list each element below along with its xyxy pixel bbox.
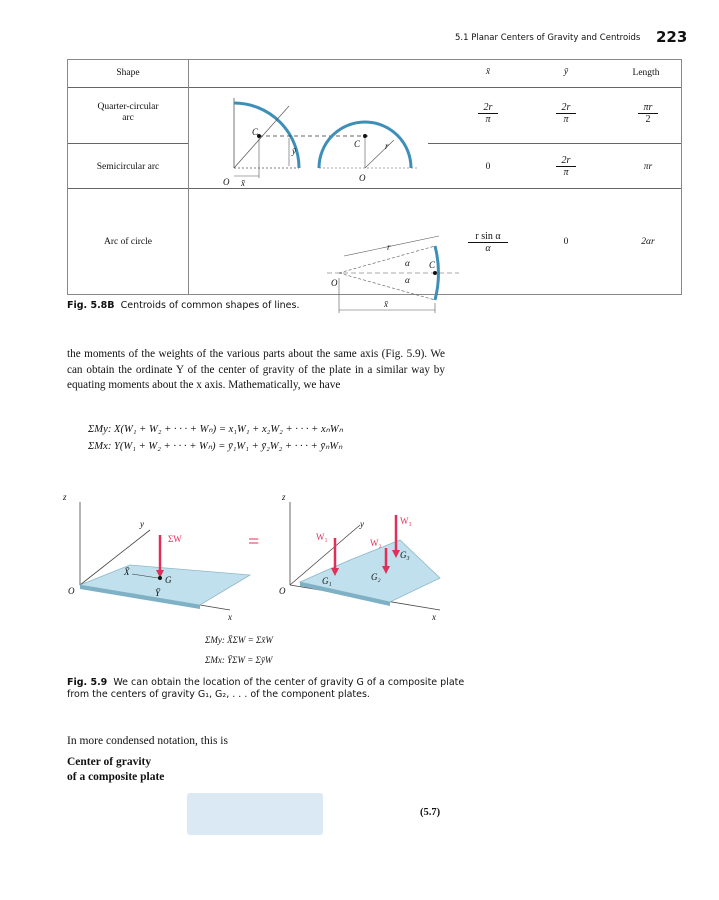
row1-ybar: $\frac{2r}{\pi}$: [556, 102, 576, 125]
row3-ybar: 0: [563, 237, 569, 247]
label-ybar: ȳ: [292, 146, 296, 156]
label-C-arc: C: [429, 260, 436, 270]
row2-xbar: 0: [485, 162, 491, 172]
fig59-Xbar: X̄: [124, 567, 130, 577]
label-xbar: x̄: [241, 178, 245, 188]
fig59-Ybar: Ȳ: [155, 588, 161, 598]
fig59-moment1: ΣMy: X̄ΣW = Σx̄W: [205, 635, 273, 645]
plate-right: [300, 540, 440, 602]
header-ybar: ȳ: [563, 67, 569, 77]
row2-ybar: $\frac{2r}{\pi}$: [556, 155, 576, 178]
fig-5-9-label: Fig. 5.9: [67, 677, 108, 688]
label-O: O: [223, 177, 230, 187]
fig59-moment2: ΣMx: ȲΣW = ΣȳW: [205, 655, 273, 665]
label-C: C: [252, 127, 259, 137]
fig59-z-left: z: [63, 492, 67, 502]
table-row-rule: [428, 143, 681, 144]
fig-5-9-caption: [67, 677, 467, 701]
fig59-equals: =: [248, 531, 260, 553]
header-length: Length: [632, 68, 660, 78]
fig59-W2: W₂: [370, 538, 382, 548]
fig59-G3: G₃: [400, 550, 410, 560]
label-C-semi: C: [354, 139, 361, 149]
equation-my: ΣMy: X(W₁ + W₂ + · · · + Wₙ) = x₁W₁ + x₂W₂ + · · · + xₙWₙ: [88, 424, 343, 435]
label-xbar-arc: x̄: [384, 299, 388, 309]
label-alpha-1: α: [405, 258, 410, 268]
body-paragraph: the moments of the weights of the various parts about the same axis (Fig. 5.9). We can obtain the ordinate Y of the center of gravity of the plate in a similar way by equating moments about the x axis. Mathematically, we have: [67, 348, 445, 391]
fig-5-9-text: We can obtain the location of the center of gravity G of a composite plate from the centers of gravity G₁, G₂, . . . of the component plates.: [67, 677, 465, 700]
row1-length: $\frac{\pi r}{2}$: [638, 102, 658, 125]
fig59-x-left: x: [228, 612, 232, 622]
table-row-rule: [68, 143, 188, 144]
label-O-semi: O: [359, 173, 366, 183]
equation-box: [187, 793, 323, 835]
row-shape-semicircular: Semicircular arc: [96, 162, 160, 172]
label-alpha-2: α: [405, 275, 410, 285]
running-head: 5.1 Planar Centers of Gravity and Centroids: [455, 33, 641, 43]
fig59-z-right: z: [282, 492, 286, 502]
condensed-text: In more condensed notation, this is: [67, 735, 228, 747]
row1-xbar: $\frac{2r}{\pi}$: [478, 102, 498, 125]
plate-left: [80, 565, 250, 605]
page-number: 223: [656, 28, 688, 46]
fig59-G1: G₁: [322, 576, 332, 586]
row-shape-arc: Arc of circle: [104, 237, 152, 247]
fig59-y-left: y: [140, 519, 144, 529]
fig59-y-right: y: [360, 519, 364, 529]
row2-length: πr: [643, 162, 653, 172]
row-shape-quarter: Quarter-circular arc: [97, 102, 159, 123]
label-O-arc: O: [331, 278, 338, 288]
equation-number: (5.7): [420, 807, 441, 818]
margin-title: [67, 755, 164, 785]
label-r-arc: r: [387, 242, 391, 252]
fig-5-8b-label: Fig. 5.8B: [67, 300, 115, 311]
label-r-semi: r: [385, 141, 389, 151]
fig59-G: G: [165, 575, 172, 585]
row3-xbar: $\frac{\text{r sin α}}{\alpha}$: [468, 231, 508, 254]
equation-mx: ΣMx: Y(W₁ + W₂ + · · · + Wₙ) = ȳ₁W₁ + ȳ₂W₂ + · · · + ȳₙWₙ: [88, 441, 343, 452]
header-xbar: x̄: [485, 67, 491, 77]
fig59-x-right: x: [432, 612, 436, 622]
fig59-G2: G₂: [371, 572, 381, 582]
fig59-O-left: O: [68, 586, 75, 596]
composite-plate-figure: [60, 490, 460, 670]
margin-title-line-2: of a composite plate: [67, 771, 165, 783]
fig-5-8b-caption: [67, 300, 299, 311]
fig59-W3: W₃: [400, 516, 412, 526]
margin-title-line-1: Center of gravity: [67, 756, 152, 768]
fig59-W1: W₁: [316, 532, 328, 542]
fig59-O-right: O: [279, 586, 286, 596]
fig-5-8b-text: Centroids of common shapes of lines.: [120, 300, 300, 311]
fig59-sumW: ΣW: [168, 534, 182, 544]
header-shape: Shape: [116, 68, 140, 78]
row3-length: 2αr: [641, 237, 655, 247]
